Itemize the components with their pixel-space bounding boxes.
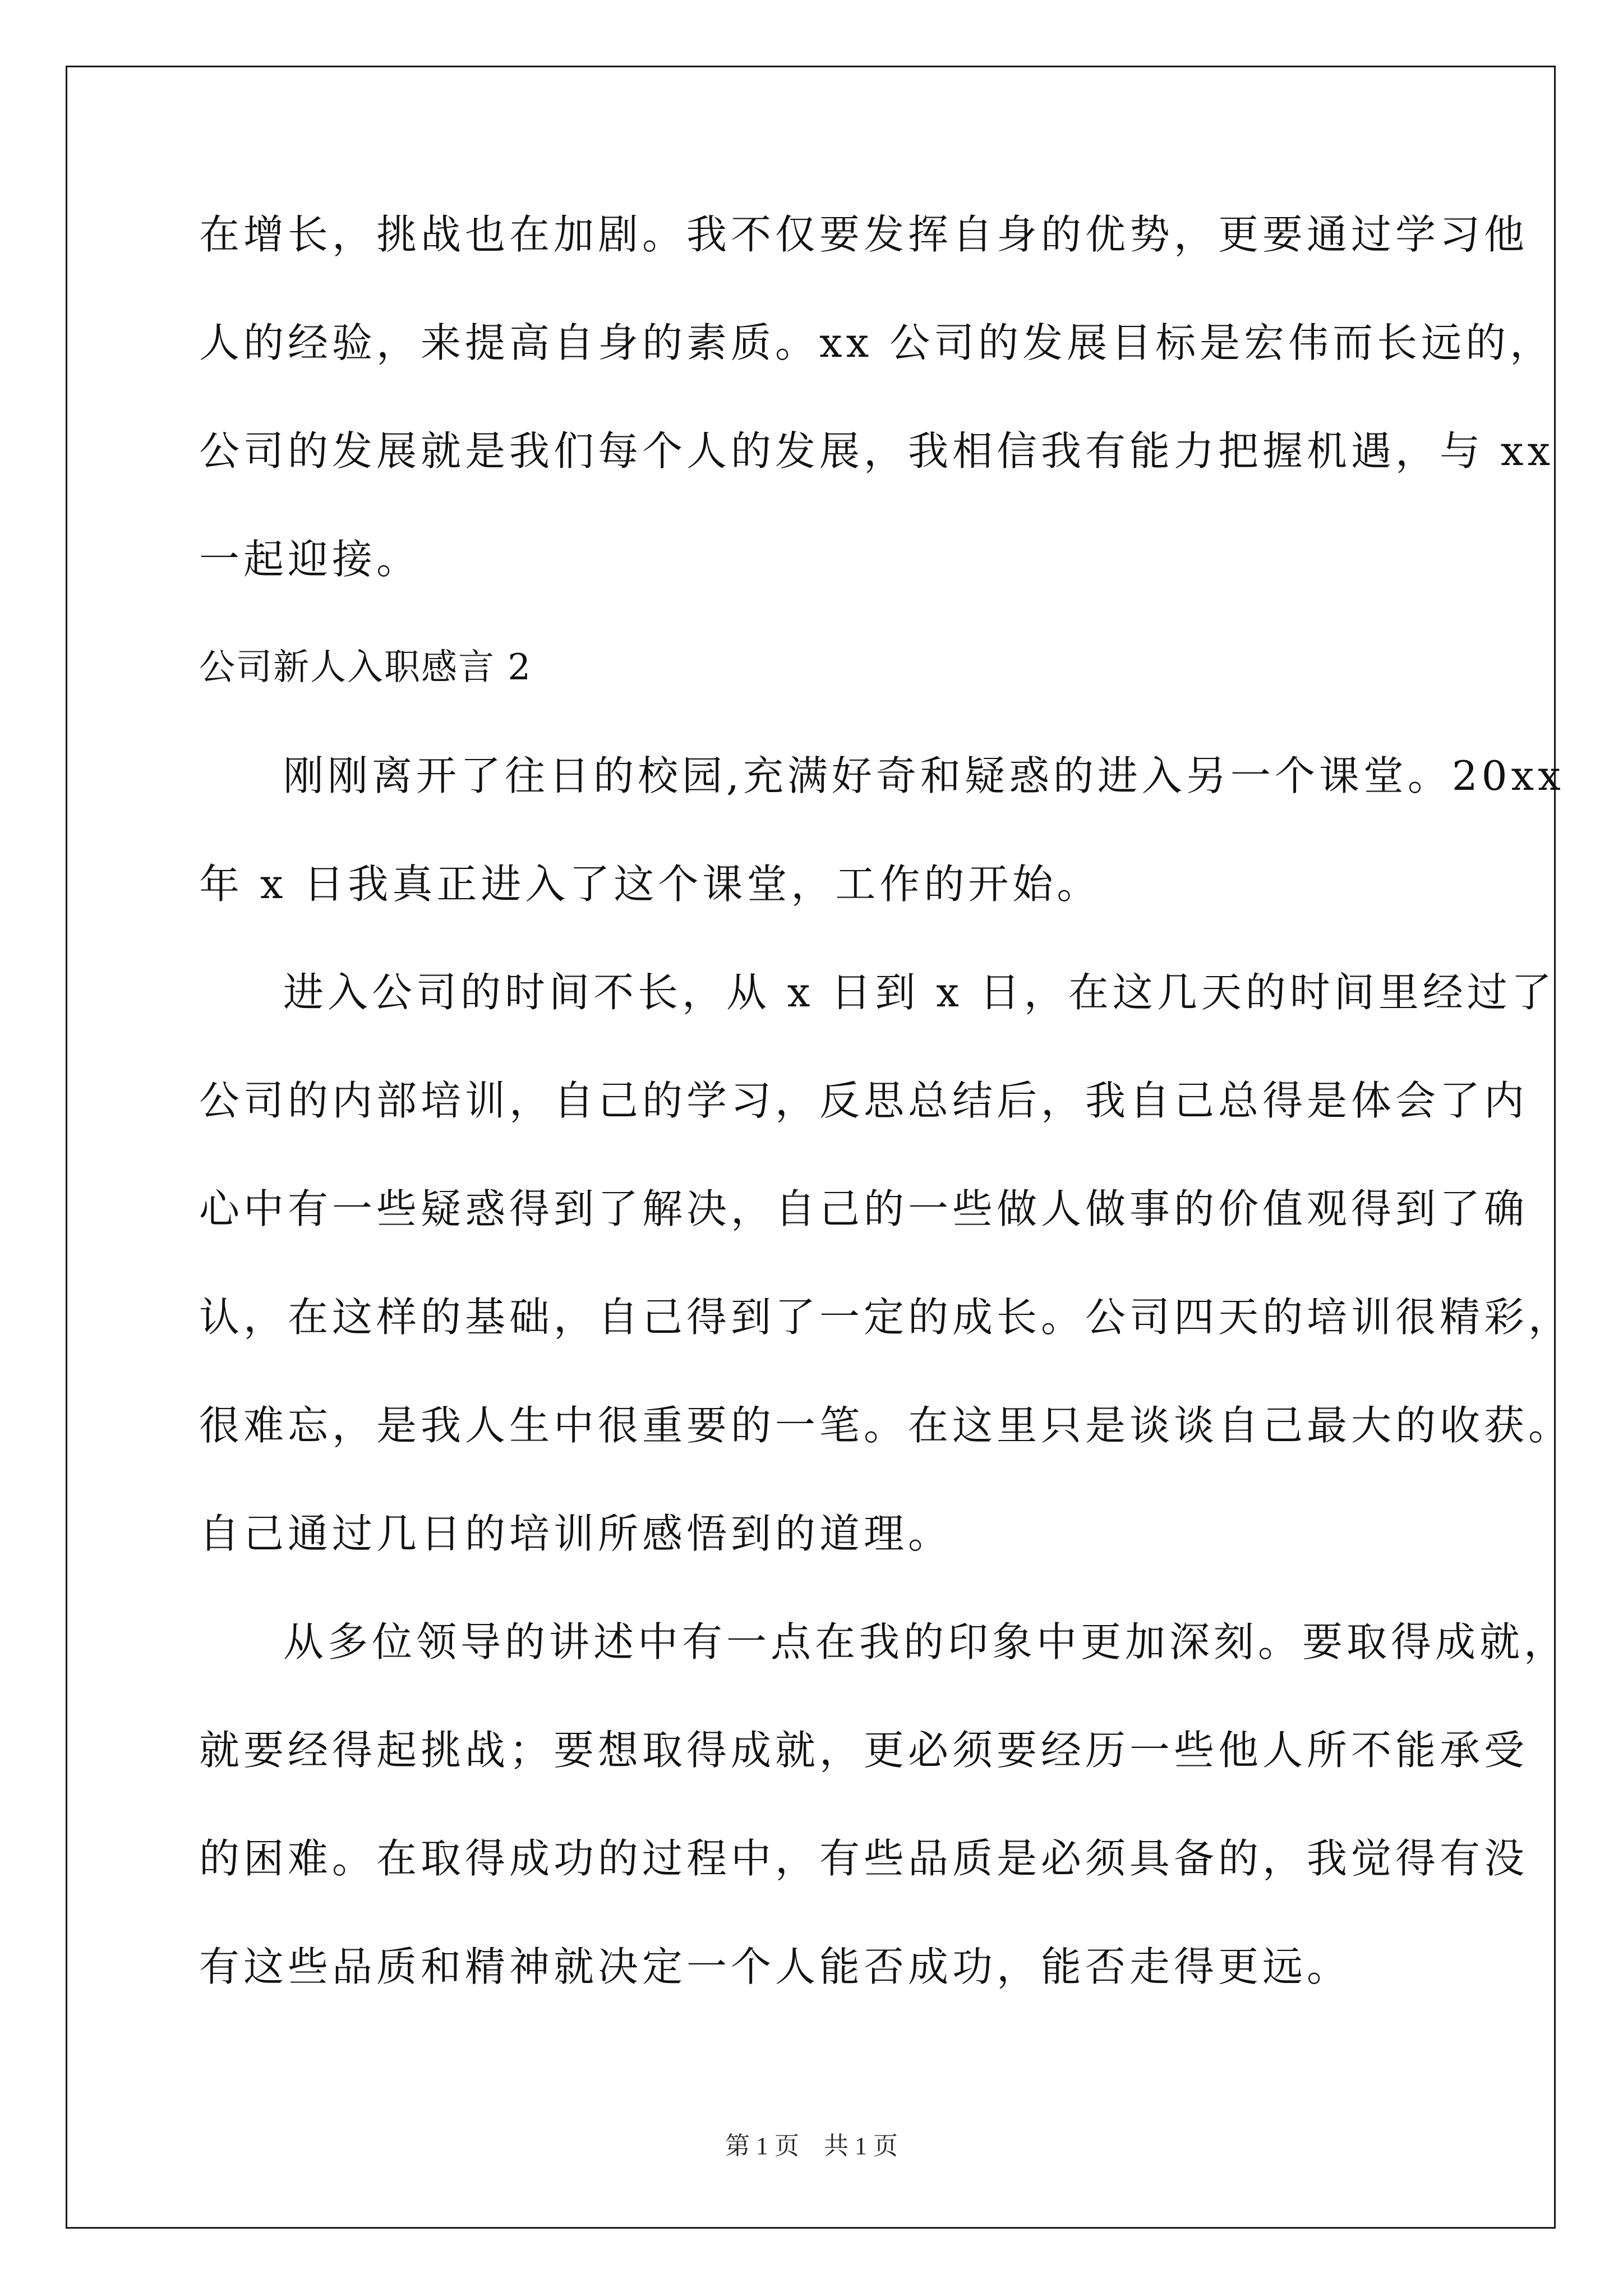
text-line: 公司的内部培训，自己的学习，反思总结后，我自己总得是体会了内 [199,1077,1529,1124]
text-line: 公司的发展就是我们每个人的发展，我相信我有能力把握机遇，与 xx [199,427,1555,475]
text-line: 心中有一些疑惑得到了解决，自己的一些做人做事的价值观得到了确 [199,1185,1529,1232]
paragraph-first-line: 从多位领导的讲述中有一点在我的印象中更加深刻。要取得成就， [283,1618,1569,1665]
text-line: 自己通过几日的培训所感悟到的道理。 [199,1510,953,1557]
page-footer: 第 1 页 共 1 页 [725,2132,898,2160]
text-line: 就要经得起挑战；要想取得成就，更必须要经历一些他人所不能承受 [199,1727,1529,1774]
document-body [199,208,1573,1994]
text-line: 一起迎接。 [199,536,421,583]
section-heading: 公司新人入职感言 2 [199,647,532,688]
text-line: 很难忘，是我人生中很重要的一笔。在这里只是谈谈自己最大的收获。 [199,1402,1573,1449]
text-line: 有这些品质和精神就决定一个人能否成功，能否走得更远。 [199,1943,1352,1990]
text-line: 人的经验，来提高自身的素质。xx 公司的发展目标是宏伟而长远的， [199,319,1555,366]
text-line: 认，在这样的基础，自己得到了一定的成长。公司四天的培训很精彩， [199,1294,1573,1341]
text-line: 的困难。在取得成功的过程中，有些品质是必须具备的，我觉得有没 [199,1835,1529,1882]
paragraph-first-line: 刚刚离开了往日的校园,充满好奇和疑惑的进入另一个课堂。20xx [283,752,1565,799]
text-line: 在增长，挑战也在加剧。我不仅要发挥自身的优势，更要通过学习他 [199,211,1529,258]
text-line: 年 x 日我真正进入了这个课堂，工作的开始。 [199,861,1101,908]
paragraph-first-line: 进入公司的时间不长，从 x 日到 x 日，在这几天的时间里经过了 [283,969,1556,1016]
